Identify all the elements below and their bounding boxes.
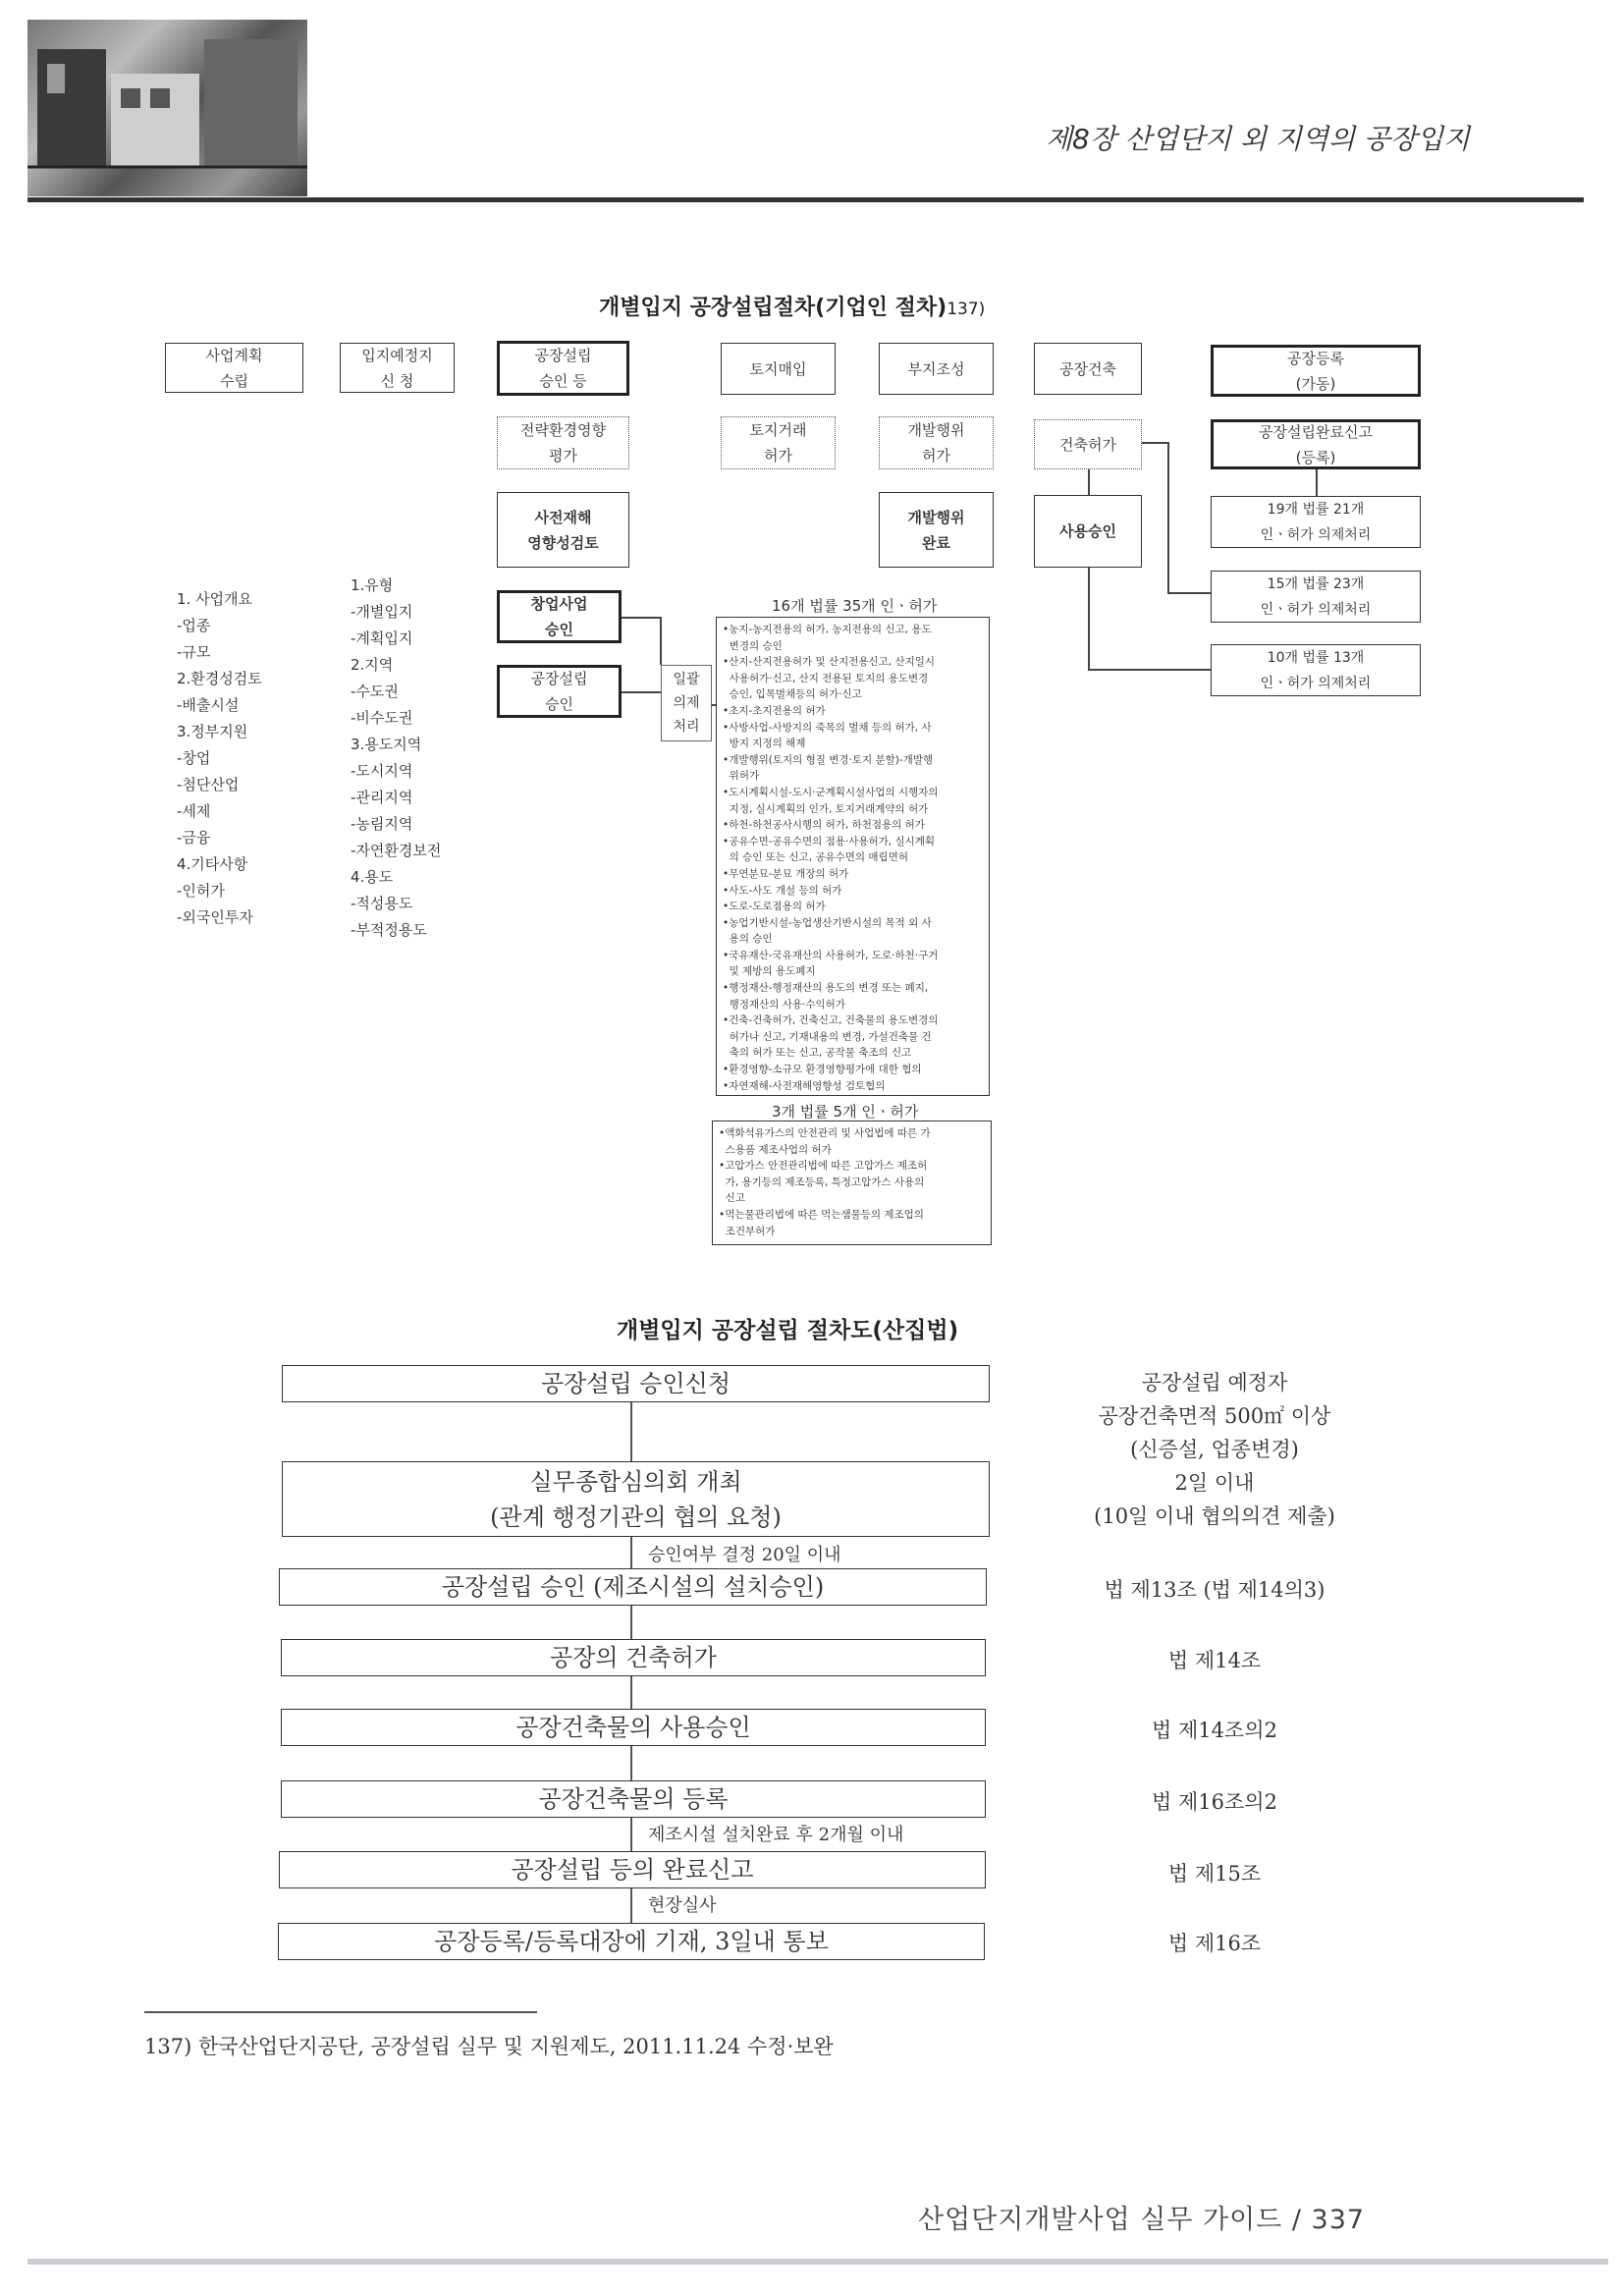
connector <box>712 704 716 706</box>
note-building-permit: 법 제14조 <box>1167 1649 1262 1672</box>
step-business-plan: 사업계획 수립 <box>165 343 303 393</box>
list-item: -개별입지 <box>351 603 413 621</box>
connector <box>1167 592 1211 594</box>
law10-box: 10개 법률 13개 인ㆍ허가 의제처리 <box>1211 644 1421 696</box>
note-registration: 법 제16조의2 <box>1152 1790 1277 1814</box>
law-item: •액화석유가스의 안전관리 및 사업법에 따른 가 <box>719 1127 931 1139</box>
batch-processing-box: 일괄 의제 처리 <box>661 665 712 741</box>
land-trade-permit-box: 토지거래 허가 <box>721 416 836 469</box>
law-item: •농지-농지전용의 허가, 농지전용의 신고, 용도 <box>723 624 932 635</box>
connector <box>622 617 661 619</box>
law-item: 위허가 <box>723 770 760 783</box>
header-rule <box>27 197 1584 202</box>
list-item: -창업 <box>177 749 211 767</box>
list-item: 3.용도지역 <box>351 736 422 753</box>
list-item: -적성용도 <box>351 895 413 912</box>
list-item: -수도권 <box>351 683 399 700</box>
law-item: 허가나 신고, 기재내용의 변경, 가설건축물 건 <box>723 1030 932 1043</box>
law19-box: 19개 법률 21개 인ㆍ허가 의제처리 <box>1211 496 1421 548</box>
law-item: 의 승인 또는 신고, 공유수면의 매립면허 <box>723 851 908 864</box>
flow-step-register-ledger: 공장등록/등록대장에 기재, 3일내 통보 <box>278 1923 985 1960</box>
chart1-title: 개별입지 공장설립절차(기업인 절차)137) <box>599 296 986 320</box>
law-item: •공유수면-공유수면의 점용·사용허가, 실시계획 <box>723 835 936 847</box>
law-item: •사도-사도 개설 등의 허가 <box>723 884 842 897</box>
list-item: -계획입지 <box>351 629 413 647</box>
step-factory-registration: 공장등록 (가동) <box>1211 345 1421 397</box>
flow-step-registration: 공장건축물의 등록 <box>281 1780 986 1818</box>
mid-note-install: 제조시설 설치완료 후 2개월 이내 <box>648 1825 904 1845</box>
list-item: 2.환경성검토 <box>177 670 262 687</box>
env-assessment-box: 전략환경영향 평가 <box>497 416 629 469</box>
dev-permit-box: 개발행위 허가 <box>879 416 994 469</box>
law-item: 축의 허가 또는 신고, 공작물 축조의 신고 <box>723 1047 912 1060</box>
law-item: •초지-초지전용의 허가 <box>723 704 826 717</box>
build-permit-box: 건축허가 <box>1034 419 1142 469</box>
flow-step-completion: 공장설립 등의 완료신고 <box>279 1851 986 1888</box>
list-item: -도시지역 <box>351 762 413 780</box>
note-council: 2일 이내 (10일 이내 협의의견 제출) <box>1094 1471 1335 1528</box>
list-item: -금융 <box>177 829 211 847</box>
note-approval: 법 제13조 (법 제14의3) <box>1104 1578 1325 1602</box>
law-item: •농업기반시설-농업생산기반시설의 목적 외 사 <box>723 916 932 929</box>
flow-step-use-approval: 공장건축물의 사용승인 <box>281 1709 986 1746</box>
laws16-list <box>716 617 990 1096</box>
laws16-title: 16개 법률 35개 인ㆍ허가 <box>772 597 938 615</box>
step-site-application: 입지예정지 신 청 <box>340 343 455 393</box>
page-footer <box>918 2198 1365 2236</box>
flow-step-building-permit: 공장의 건축허가 <box>281 1639 986 1676</box>
law-item: •산지-산지전용허가 및 산지전용신고, 산지일시 <box>723 656 936 669</box>
footer-separator: / <box>1291 2205 1302 2235</box>
law-item: 가, 용기등의 제조등록, 특정고압가스 사용의 <box>719 1175 925 1188</box>
law-item: •무연분묘-분묘 개장의 허가 <box>723 867 849 880</box>
list-item: -업종 <box>177 617 211 634</box>
flow-step-apply: 공장설립 승인신청 <box>282 1365 990 1402</box>
chapter-title: 제8장 산업단지 외 지역의 공장입지 <box>1046 123 1471 155</box>
list-item: -관리지역 <box>351 789 413 806</box>
page-number: 337 <box>1311 2205 1366 2235</box>
chart2-title: 개별입지 공장설립 절차도(산집법) <box>617 1318 959 1343</box>
step-factory-approval: 공장설립 승인 등 <box>497 341 629 396</box>
law-item: •건축-건축허가, 건축신고, 건축물의 용도변경의 <box>723 1014 939 1027</box>
laws3-title: 3개 법률 5개 인ㆍ허가 <box>772 1103 919 1121</box>
mid-note-inspection: 현장실사 <box>648 1895 717 1916</box>
list-item: 1. 사업개요 <box>177 590 253 608</box>
connector <box>1142 442 1168 444</box>
law-item: •고압가스 안전관리법에 따른 고압가스 제조허 <box>719 1160 928 1173</box>
list-item: 1.유형 <box>351 576 394 594</box>
law-item: 승인, 입목벌채등의 허가·신고 <box>723 688 862 701</box>
startup-approval-box: 창업사업 승인 <box>497 590 622 643</box>
list-item: -첨단산업 <box>177 776 240 793</box>
law-item: •자연재해-사전재해영향성 검토협의 <box>723 1079 886 1092</box>
law-item: 변경의 승인 <box>723 639 783 652</box>
factory-photo-icon <box>27 20 307 196</box>
site-info-list <box>351 573 441 944</box>
connector <box>1088 469 1090 495</box>
law-item: 행정재산의 사용·수익허가 <box>723 998 845 1011</box>
list-item: 2.지역 <box>351 656 394 674</box>
list-item: -규모 <box>177 643 211 661</box>
law-item: 신고 <box>719 1192 745 1205</box>
connector <box>622 691 661 693</box>
law-item: •환경영향-소규모 환경영향평가에 대한 협의 <box>723 1064 922 1076</box>
completion-report-box: 공장설립완료신고 (등록) <box>1211 419 1421 469</box>
book-title: 산업단지개발사업 실무 가이드 <box>918 2205 1283 2235</box>
step-site-preparation: 부지조성 <box>879 343 994 395</box>
list-item: -인허가 <box>177 882 225 900</box>
note-register-ledger: 법 제16조 <box>1167 1932 1262 1955</box>
note-use-approval: 법 제14조의2 <box>1152 1719 1277 1742</box>
connector <box>1088 669 1211 671</box>
step-factory-construction: 공장건축 <box>1034 343 1142 395</box>
step-land-purchase: 토지매입 <box>721 343 836 395</box>
list-item: 4.기타사항 <box>177 855 248 873</box>
list-item: -배출시설 <box>177 696 240 714</box>
header-photo <box>27 20 307 196</box>
factory-setup-approval-box: 공장설립 승인 <box>497 665 622 718</box>
mid-note-approval: 승인여부 결정 20일 이내 <box>648 1545 841 1565</box>
flow-step-approval: 공장설립 승인 (제조시설의 설치승인) <box>279 1568 987 1606</box>
note-completion: 법 제15조 <box>1167 1862 1262 1886</box>
list-item: 3.정부지원 <box>177 723 248 740</box>
laws3-list <box>712 1121 992 1245</box>
law-item: •먹는물관리법에 따른 먹는샘물등의 제조업의 <box>719 1208 924 1221</box>
note-apply: 공장설립 예정자 공장건축면적 500㎡ 이상 (신증설, 업종변경) <box>1098 1371 1331 1461</box>
footer-rule <box>27 2259 1608 2265</box>
connector <box>1088 568 1090 669</box>
list-item: -비수도권 <box>351 709 413 727</box>
list-item: -외국인투자 <box>177 908 253 926</box>
list-item: -세제 <box>177 802 211 820</box>
law-item: •하천-하천공사시행의 허가, 하천점용의 허가 <box>723 819 925 832</box>
law-item: 용의 승인 <box>723 933 773 946</box>
footnote: 137) 한국산업단지공단, 공장설립 실무 및 지원제도, 2011.11.24 수정·보완 <box>144 2035 834 2058</box>
law-item: •개발행위(토지의 형질 변경·토지 분할)-개발행 <box>723 753 934 766</box>
law-item: 방지 지정의 해제 <box>723 738 806 750</box>
list-item: -농림지역 <box>351 815 413 833</box>
law-item: •도시계획시설-도시·군계획시설사업의 시행자의 <box>723 786 939 798</box>
footnote-rule <box>144 2011 537 2013</box>
connector <box>1167 442 1169 592</box>
business-plan-list <box>177 586 262 931</box>
law-item: 지정, 실시계획의 인가, 토지거래계약의 허가 <box>723 802 929 815</box>
law-item: 스용품 제조사업의 허가 <box>719 1143 832 1156</box>
law-item: 사용허가·신고, 산지 전용된 토지의 용도변경 <box>723 672 929 684</box>
disaster-review-box: 사전재해 영향성검토 <box>497 492 629 568</box>
law-item: •행정재산-행정재산의 용도의 변경 또는 폐지, <box>723 982 929 995</box>
list-item: -자연환경보전 <box>351 842 442 859</box>
list-item: -부적정용도 <box>351 921 427 939</box>
law-item: •도로-도로점용의 허가 <box>723 901 826 913</box>
connector <box>660 617 662 665</box>
law-item: 조건부허가 <box>719 1225 776 1237</box>
dev-complete-box: 개발행위 완료 <box>879 492 994 568</box>
flow-step-council: 실무종합심의회 개최 (관계 행정기관의 협의 요청) <box>282 1461 990 1537</box>
use-approval-box: 사용승인 <box>1034 495 1142 568</box>
law-item: •사방사업-사방지의 죽목의 벌채 등의 허가, 사 <box>723 721 932 734</box>
law-item: •국유재산-국유재산의 사용허가, 도로·하천·구거 <box>723 949 939 961</box>
law-item: 및 제방의 용도폐지 <box>723 965 816 978</box>
connector <box>1316 469 1318 496</box>
law15-box: 15개 법률 23개 인ㆍ허가 의제처리 <box>1211 571 1421 623</box>
list-item: 4.용도 <box>351 868 394 886</box>
